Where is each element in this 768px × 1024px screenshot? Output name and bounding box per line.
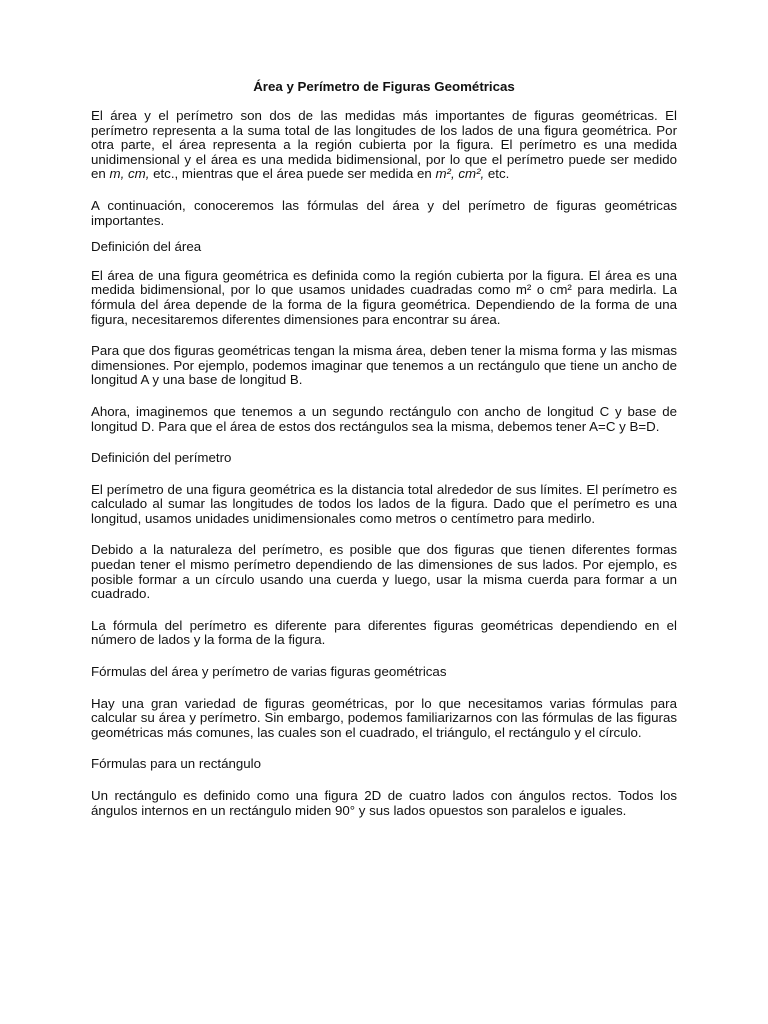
intro-text-a: El área y el perímetro son dos de las medidas más importantes de figuras geométricas. El perímetro representa a la suma total de las longitudes de los lados de una figura geométrica. Por otra parte, el área representa a la región cubierta por la figura. El perímetro es una medida unidimensional y el área es una medida bidimensional, por lo que el perímetro puede ser medido en [91,108,677,182]
area-paragraph-2: Para que dos figuras geométricas tengan la misma área, deben tener la misma forma y las mismas dimensiones. Por ejemplo, podemos imaginar que tenemos a un rectángulo que tiene un ancho de longitud A y una base de longitud B. [91,343,677,388]
heading-rectangle-formulas: Fórmulas para un rectángulo [91,756,261,772]
linear-units: m, cm, [109,166,150,182]
area-paragraph-1: El área de una figura geométrica es definida como la región cubierta por la figura. El área es una medida bidimensional, por lo que usamos unidades cuadradas como m² o cm² para medirla. La fórmula del área depende de la forma de la figura geométrica. Dependiendo de la forma de una figura, necesitaremos diferentes dimensiones para encontrar su área. [91,267,677,327]
intro-text-c: etc. [484,166,510,182]
intro-paragraph-2: A continuación, conoceremos las fórmulas del área y del perímetro de figuras geométricas importantes. [91,197,677,228]
document-title: Área y Perímetro de Figuras Geométricas [253,79,515,94]
perimeter-paragraph-3: La fórmula del perímetro es diferente para diferentes figuras geométricas dependiendo en el número de lados y la forma de la figura. [91,617,677,648]
intro-text-b: etc., mientras que el área puede ser medida en [149,166,436,182]
heading-area-definition: Definición del área [91,239,202,255]
rectangle-paragraph-1: Un rectángulo es definido como una figura 2D de cuatro lados con ángulos rectos. Todos los ángulos internos en un rectángulo miden 90° y sus lados opuestos son paralelos e iguales. [91,788,677,818]
perimeter-paragraph-2: Debido a la naturaleza del perímetro, es posible que dos figuras que tienen diferentes formas puedan tener el mismo perímetro dependiendo de las dimensiones de sus lados. Por ejemplo, es posible formar a un círculo usando una cuerda y luego, usar la misma cuerda para formar a un cuadrado. [91,542,677,602]
square-units: m², cm², [435,166,485,182]
heading-perimeter-definition: Definición del perímetro [91,450,232,466]
formulas-paragraph-1: Hay una gran variedad de figuras geométricas, por lo que necesitamos varias fórmulas para calcular su área y perímetro. Sin embargo, podemos familiarizarnos con las fórmulas de las figuras geométricas más comunes, las cuales son el cuadrado, el triángulo, el rectángulo y el círculo. [91,695,677,740]
area-paragraph-3: Ahora, imaginemos que tenemos a un segundo rectángulo con ancho de longitud C y base de longitud D. Para que el área de estos dos rectángulos sea la misma, debemos tener A=C y B=D. [91,403,677,434]
intro-paragraph-1 [91,109,677,182]
heading-formulas: Fórmulas del área y perímetro de varias figuras geométricas [91,664,447,680]
perimeter-paragraph-1: El perímetro de una figura geométrica es la distancia total alrededor de sus límites. El perímetro es calculado al sumar las longitudes de todos los lados de la figura. Dado que el perímetro es una longitud, usamos unidades unidimensionales como metros o centímetro para medirlo. [91,481,677,526]
